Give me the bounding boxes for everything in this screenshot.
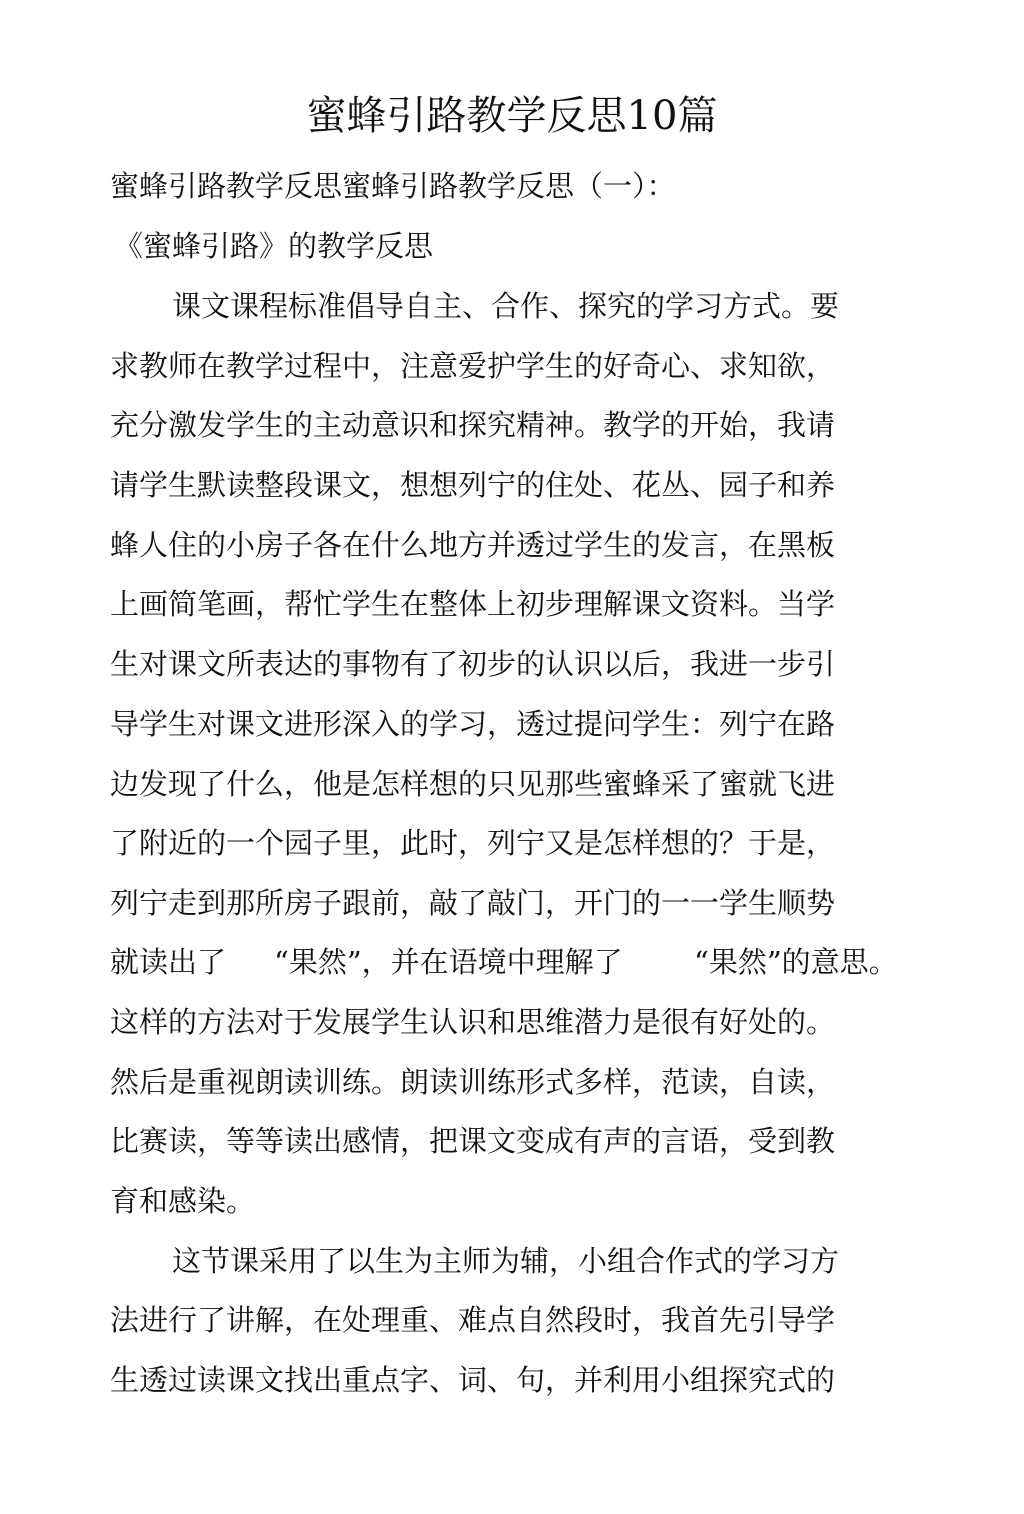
paragraph-line: 列宁走到那所房子跟前，敲了敲门，开门的一一学生顺势 <box>110 886 836 920</box>
quoted-line-part2: “果然”，并在语境中理解了 <box>274 945 623 979</box>
paragraph-line: 法进行了讲解，在处理重、难点自然段时，我首先引导学 <box>110 1303 836 1337</box>
paragraph-line: 充分激发学生的主动意识和探究精神。教学的开始，我请 <box>110 408 836 442</box>
paragraph-line: 比赛读，等等读出感情，把课文变成有声的言语，受到教 <box>110 1124 836 1158</box>
paragraph-line: 这样的方法对于发展学生认识和思维潜力是很有好处的。 <box>110 1005 836 1039</box>
section-heading: 蜜蜂引路教学反思蜜蜂引路教学反思（一）： <box>110 169 676 203</box>
paragraph-line: 导学生对课文进形深入的学习，透过提问学生：列宁在路 <box>110 707 836 741</box>
paragraph-line: 蜂人住的小房子各在什么地方并透过学生的发言，在黑板 <box>110 528 836 562</box>
paragraph-line: 然后是重视朗读训练。朗读训练形式多样，范读，自读， <box>110 1065 836 1099</box>
paragraph-line: 育和感染。 <box>110 1184 256 1218</box>
quoted-line-part3: “果然”的意思。 <box>694 945 898 979</box>
quoted-line <box>110 942 914 982</box>
paragraph-line: 边发现了什么，他是怎样想的只见那些蜜蜂采了蜜就飞进 <box>110 767 836 801</box>
paragraph-line: 求教师在教学过程中，注意爱护学生的好奇心、求知欲， <box>110 349 836 383</box>
quoted-line-part1: 就读出了 <box>110 945 227 979</box>
paragraph-line: 上画简笔画，帮忙学生在整体上初步理解课文资料。当学 <box>110 587 836 621</box>
sub-heading: 《蜜蜂引路》的教学反思 <box>114 229 434 263</box>
document-title: 蜜蜂引路教学反思10篇 <box>306 93 718 139</box>
paragraph-line: 这节课采用了以生为主师为辅，小组合作式的学习方 <box>172 1244 840 1278</box>
paragraph-line: 生对课文所表达的事物有了初步的认识以后，我进一步引 <box>110 647 836 681</box>
paragraph-line: 了附近的一个园子里，此时，列宁又是怎样想的？于是， <box>110 826 836 860</box>
paragraph-line: 课文课程标准倡导自主、合作、探究的学习方式。要 <box>172 289 840 323</box>
paragraph-line: 请学生默读整段课文，想想列宁的住处、花丛、园子和养 <box>110 468 836 502</box>
paragraph-line: 生透过读课文找出重点字、词、句，并利用小组探究式的 <box>110 1363 836 1397</box>
